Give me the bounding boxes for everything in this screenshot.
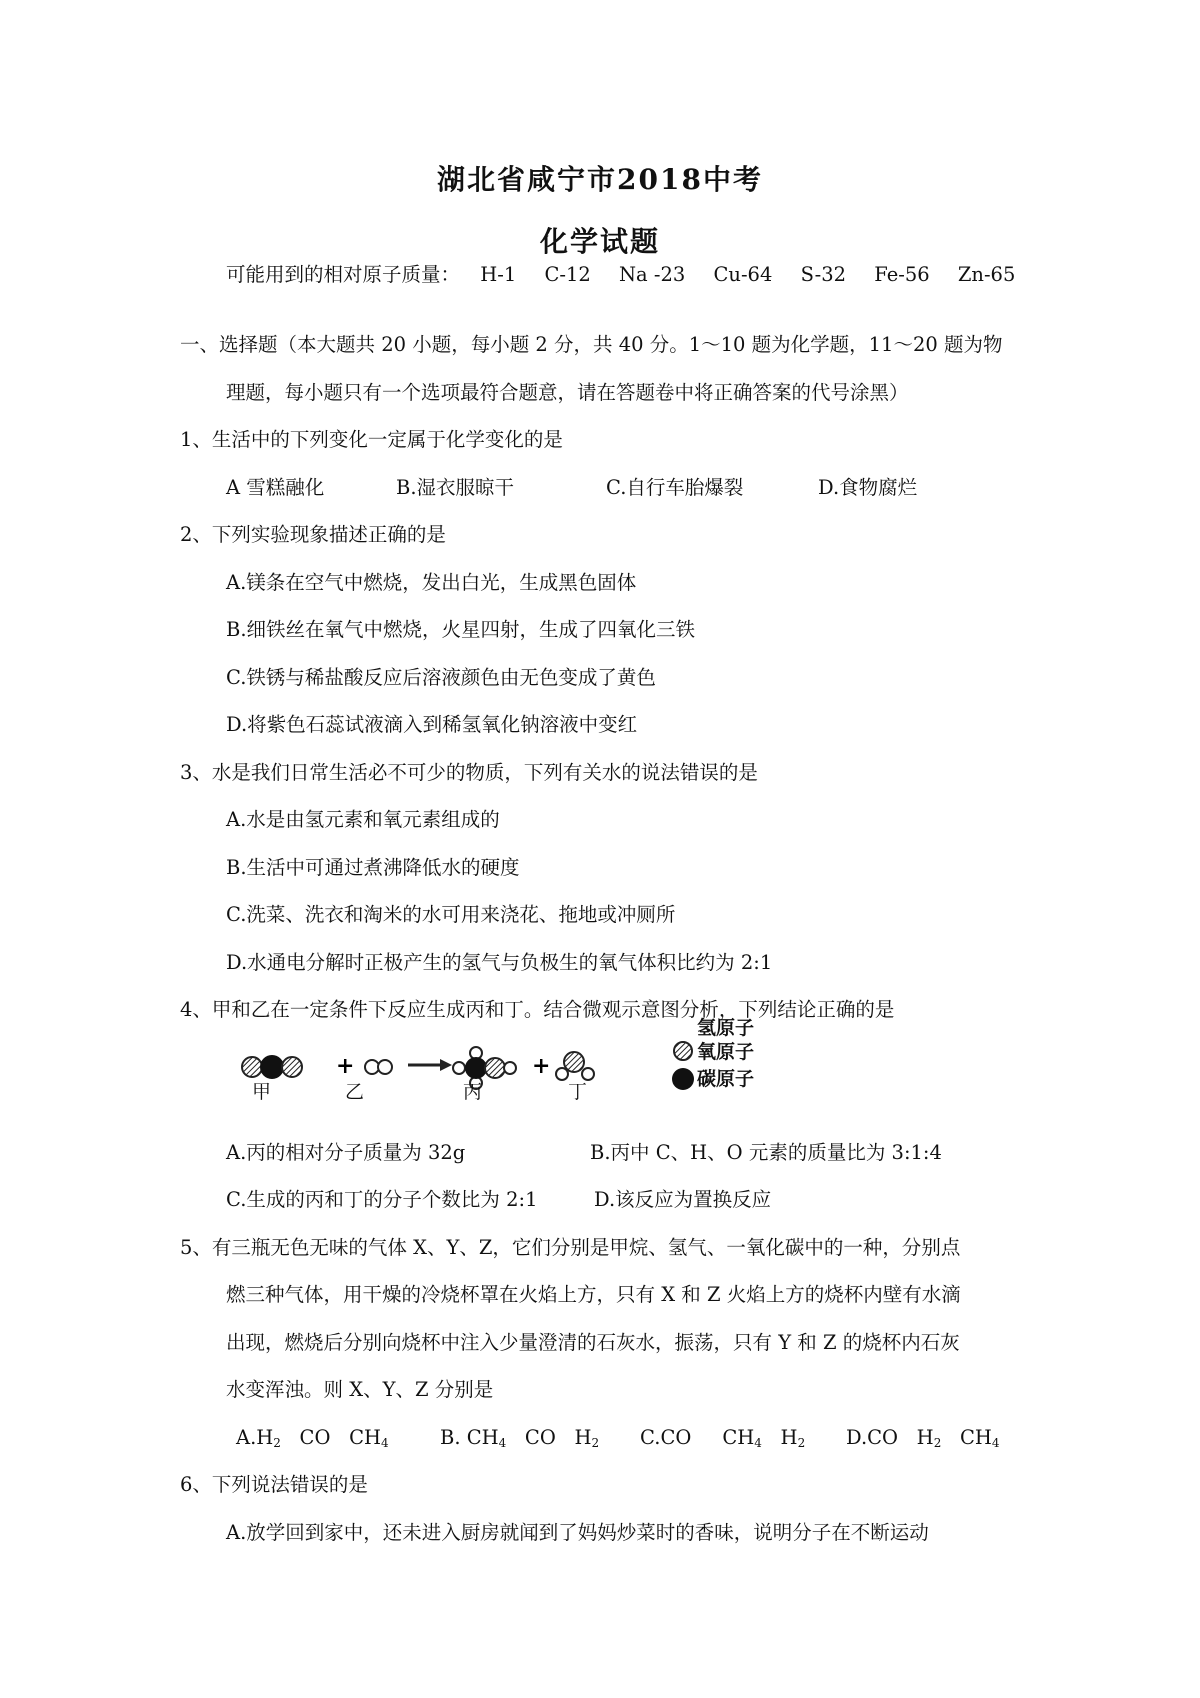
q3-option-b: B.生活中可通过煮沸降低水的硬度 xyxy=(226,856,520,879)
q5-stem-line1: 5、有三瓶无色无味的气体 X、Y、Z，它们分别是甲烷、氢气、一氧化碳中的一种，分别点 xyxy=(180,1236,961,1259)
q4-option-c: C.生成的丙和丁的分子个数比为 2:1 xyxy=(226,1188,538,1211)
q5-stem-line3: 出现，燃烧后分别向烧杯中注入少量澄清的石灰水，振荡，只有 Y 和 Z 的烧杯内石灰 xyxy=(226,1331,960,1354)
q2-option-b: B.细铁丝在氧气中燃烧，火星四射，生成了四氧化三铁 xyxy=(226,618,696,641)
label-yi: 乙 xyxy=(345,1081,365,1103)
q5-option-a: $A.H_2$ CO $CH_4$ xyxy=(236,1426,389,1450)
q1-option-b: B.湿衣服晾干 xyxy=(396,476,515,499)
q5-stem-line2: 燃三种气体，用干燥的冷烧杯罩在火焰上方，只有 X 和 Z 火焰上方的烧杯内壁有水滴 xyxy=(226,1283,961,1306)
label-ding: 丁 xyxy=(568,1081,588,1103)
q2-stem: 2、下列实验现象描述正确的是 xyxy=(180,523,446,546)
section-header-line2: 理题，每小题只有一个选项最符合题意，请在答题卷中将正确答案的代号涂黑） xyxy=(226,381,909,404)
q1-stem: 1、生活中的下列变化一定属于化学变化的是 xyxy=(180,428,563,451)
q2-option-c: C.铁锈与稀盐酸反应后溶液颜色由无色变成了黄色 xyxy=(226,666,656,689)
page-subtitle: 化学试题 xyxy=(539,225,660,258)
reaction-arrow xyxy=(408,1059,452,1071)
legend-oxygen: 氧原子 xyxy=(697,1041,755,1063)
q3-option-a: A.水是由氢元素和氧元素组成的 xyxy=(226,808,500,831)
q4-option-a: A.丙的相对分子质量为 32g xyxy=(226,1141,466,1164)
q5-option-c: C.CO $CH_4$ $H_2$ xyxy=(640,1426,806,1450)
q4-option-b: B.丙中 C、H、O 元素的质量比为 3:1:4 xyxy=(590,1141,942,1164)
q3-option-d: D.水通电分解时正极产生的氢气与负极生的氧气体积比约为 2:1 xyxy=(226,951,773,974)
reaction-diagram xyxy=(240,1035,880,1105)
atomic-mass-cu: Cu-64 xyxy=(713,263,773,286)
q4-stem: 4、甲和乙在一定条件下反应生成丙和丁。结合微观示意图分析，下列结论正确的是 xyxy=(180,998,895,1021)
page-title: 湖北省咸宁市2018中考 xyxy=(437,163,763,196)
q5-stem-line4: 水变浑浊。则 X、Y、Z 分别是 xyxy=(226,1378,494,1401)
atomic-masses-label: 可能用到的相对原子质量： xyxy=(226,263,461,286)
atomic-masses xyxy=(226,265,1037,285)
atomic-mass-zn: Zn-65 xyxy=(957,263,1016,286)
atomic-mass-fe: Fe-56 xyxy=(874,263,930,286)
q6-option-a: A.放学回到家中，还未进入厨房就闻到了妈妈炒菜时的香味，说明分子在不断运动 xyxy=(226,1521,929,1544)
molecule-yi xyxy=(365,1060,392,1074)
q1-option-c: C.自行车胎爆裂 xyxy=(606,476,744,499)
legend xyxy=(672,1035,694,1090)
legend-carbon: 碳原子 xyxy=(697,1068,755,1090)
legend-oxygen-icon xyxy=(674,1042,692,1060)
atomic-mass-c: C-12 xyxy=(544,263,591,286)
q5-option-d: D.CO $H_2$ $CH_4$ xyxy=(846,1426,1000,1450)
reaction-diagram-svg xyxy=(240,1035,880,1105)
q1-option-d: D.食物腐烂 xyxy=(818,476,918,499)
q3-stem: 3、水是我们日常生活必不可少的物质，下列有关水的说法错误的是 xyxy=(180,761,758,784)
q6-stem: 6、下列说法错误的是 xyxy=(180,1473,368,1496)
label-bing: 丙 xyxy=(463,1081,483,1103)
molecule-jia xyxy=(242,1056,302,1078)
q5-option-b: B. $CH_4$ CO $H_2$ xyxy=(440,1426,600,1450)
q3-option-c: C.洗菜、洗衣和淘米的水可用来浇花、拖地或冲厕所 xyxy=(226,903,676,926)
atomic-mass-h: H-1 xyxy=(480,263,517,286)
molecule-ding xyxy=(556,1052,594,1080)
label-jia: 甲 xyxy=(252,1081,272,1103)
q2-option-a: A.镁条在空气中燃烧，发出白光，生成黑色固体 xyxy=(226,571,637,594)
plus-sign-1: + xyxy=(336,1053,355,1079)
q2-option-d: D.将紫色石蕊试液滴入到稀氢氧化钠溶液中变红 xyxy=(226,713,638,736)
atomic-mass-s: S-32 xyxy=(800,263,847,286)
legend-carbon-icon xyxy=(672,1068,694,1090)
atomic-mass-na: Na -23 xyxy=(618,263,686,286)
q1-option-a: A 雪糕融化 xyxy=(226,476,325,499)
legend-hydrogen: 氢原子 xyxy=(697,1017,755,1039)
q4-option-d: D.该反应为置换反应 xyxy=(594,1188,772,1211)
section-header-line1: 一、选择题（本大题共 20 小题，每小题 2 分，共 40 分。1～10 题为化学题，11～20 题为物 xyxy=(180,333,1003,356)
plus-sign-2: + xyxy=(532,1053,551,1079)
